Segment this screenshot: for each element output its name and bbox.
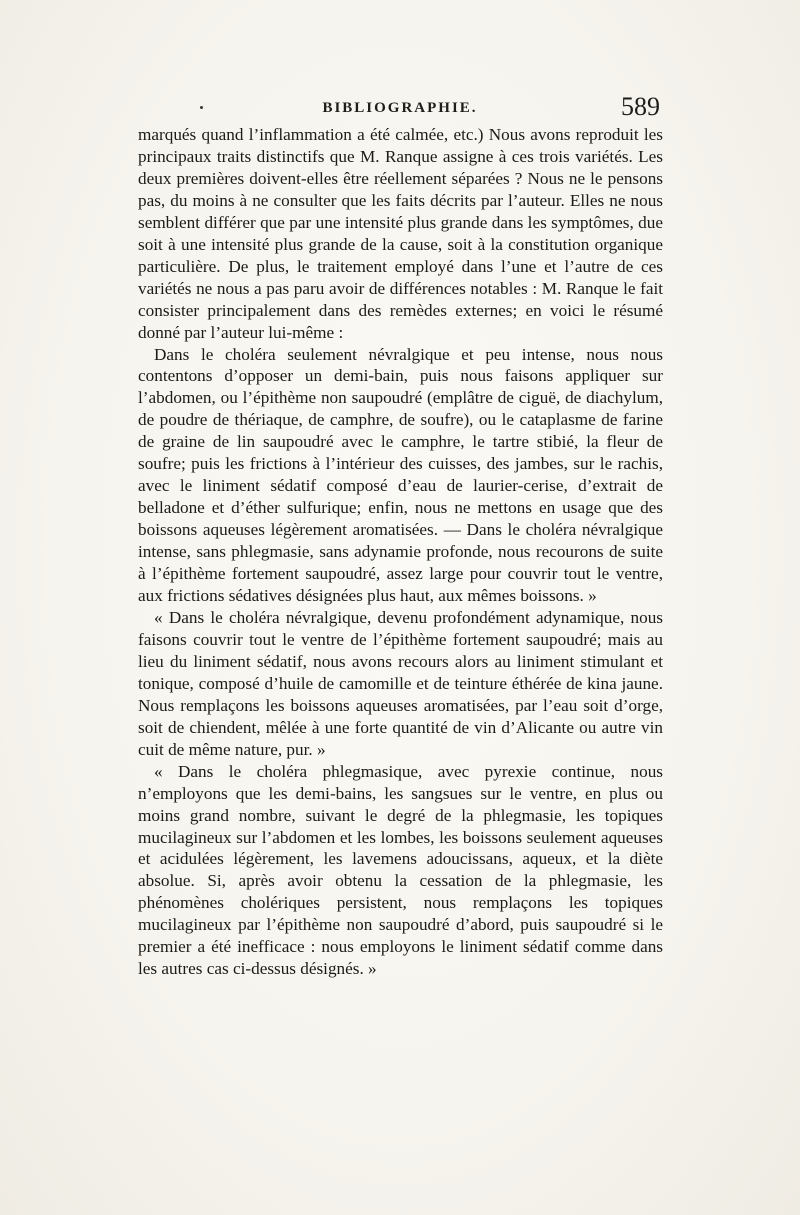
running-title: BIBLIOGRAPHIE. [322, 100, 478, 116]
paragraph-quote-3: « Dans le choléra phlegmasique, avec pyrexie continue, nous n’employons que les demi-bains, les sangsues sur le ventre, en plus ou moins grand nombre, suivant le degré de la phlegmasie, les topiques mucilagineux sur l’abdomen et les lombes, les boissons seulement aqueuses et acidulées légèrement, les lavemens adoucissans, aqueux, et la diète absolue. Si, après avoir obtenu la cessation de la phlegmasie, les phénomènes cholériques persistent, nous remplaçons les topiques mucilagineux par l’épithème non saupoudré d’abord, puis saupoudré si le premier a été inefficace : nous employons le liniment sédatif comme dans les autres cas ci-dessus désignés. » [138, 761, 663, 979]
paragraph-quote-2: « Dans le choléra névralgique, devenu profondément adynamique, nous faisons couvrir tout le ventre de l’épithème fortement saupoudré; mais au lieu du liniment sédatif, nous avons recours alors au liniment stimulant et tonique, composé d’huile de camomille et de teinture éthérée de kina jaune. Nous remplaçons les boissons aqueuses aromatisées, par l’eau soit d’orge, soit de chiendent, mêlée à une forte quantité de vin d’Alicante ou autre vin cuit de même nature, pur. » [138, 607, 663, 759]
paragraph-continuation: marqués quand l’inflammation a été calmée, etc.) Nous avons reproduit les principaux traits distinctifs que M. Ranque assigne à ces trois variétés. Les deux premières doivent-elles être réellement séparées ? Nous ne le pensons pas, du moins à ne consulter que les faits décrits par l’auteur. Elles ne nous semblent différer que par une intensité plus grande dans les symptômes, due soit à une intensité plus grande de la cause, soit à la constitution organique particulière. De plus, le traitement employé dans l’une et l’autre de ces variétés ne nous a pas paru avoir de différences notables : M. Ranque le fait consister principalement dans des remèdes externes; en voici le résumé donné par l’auteur lui-même : [138, 125, 663, 342]
body-text [138, 124, 663, 980]
paragraph-quote-1: Dans le choléra seulement névralgique et peu intense, nous nous contentons d’opposer un demi-bain, puis nous faisons appliquer sur l’abdomen, ou l’épithème non saupoudré (emplâtre de ciguë, de diachylum, de poudre de thériaque, de camphre, de soufre), ou le cataplasme de farine de graine de lin saupoudré avec le camphre, le tartre stibié, la fleur de soufre; puis les frictions à l’intérieur des cuisses, des jambes, sur le rachis, avec le liniment sédatif composé d’eau de laurier-cerise, d’extrait de belladone et d’éther sulfurique; enfin, nous ne mettons en usage que des boissons aqueuses légèrement aromatisées. — Dans le choléra névralgique intense, sans phlegmasie, sans adynamie profonde, nous recourons de suite à l’épithème fortement saupoudré, assez large pour couvrir tout le ventre, aux frictions sédatives désignées plus haut, aux mêmes boissons. » [138, 344, 663, 606]
running-header [140, 92, 660, 124]
page-number: 589 [621, 92, 660, 121]
